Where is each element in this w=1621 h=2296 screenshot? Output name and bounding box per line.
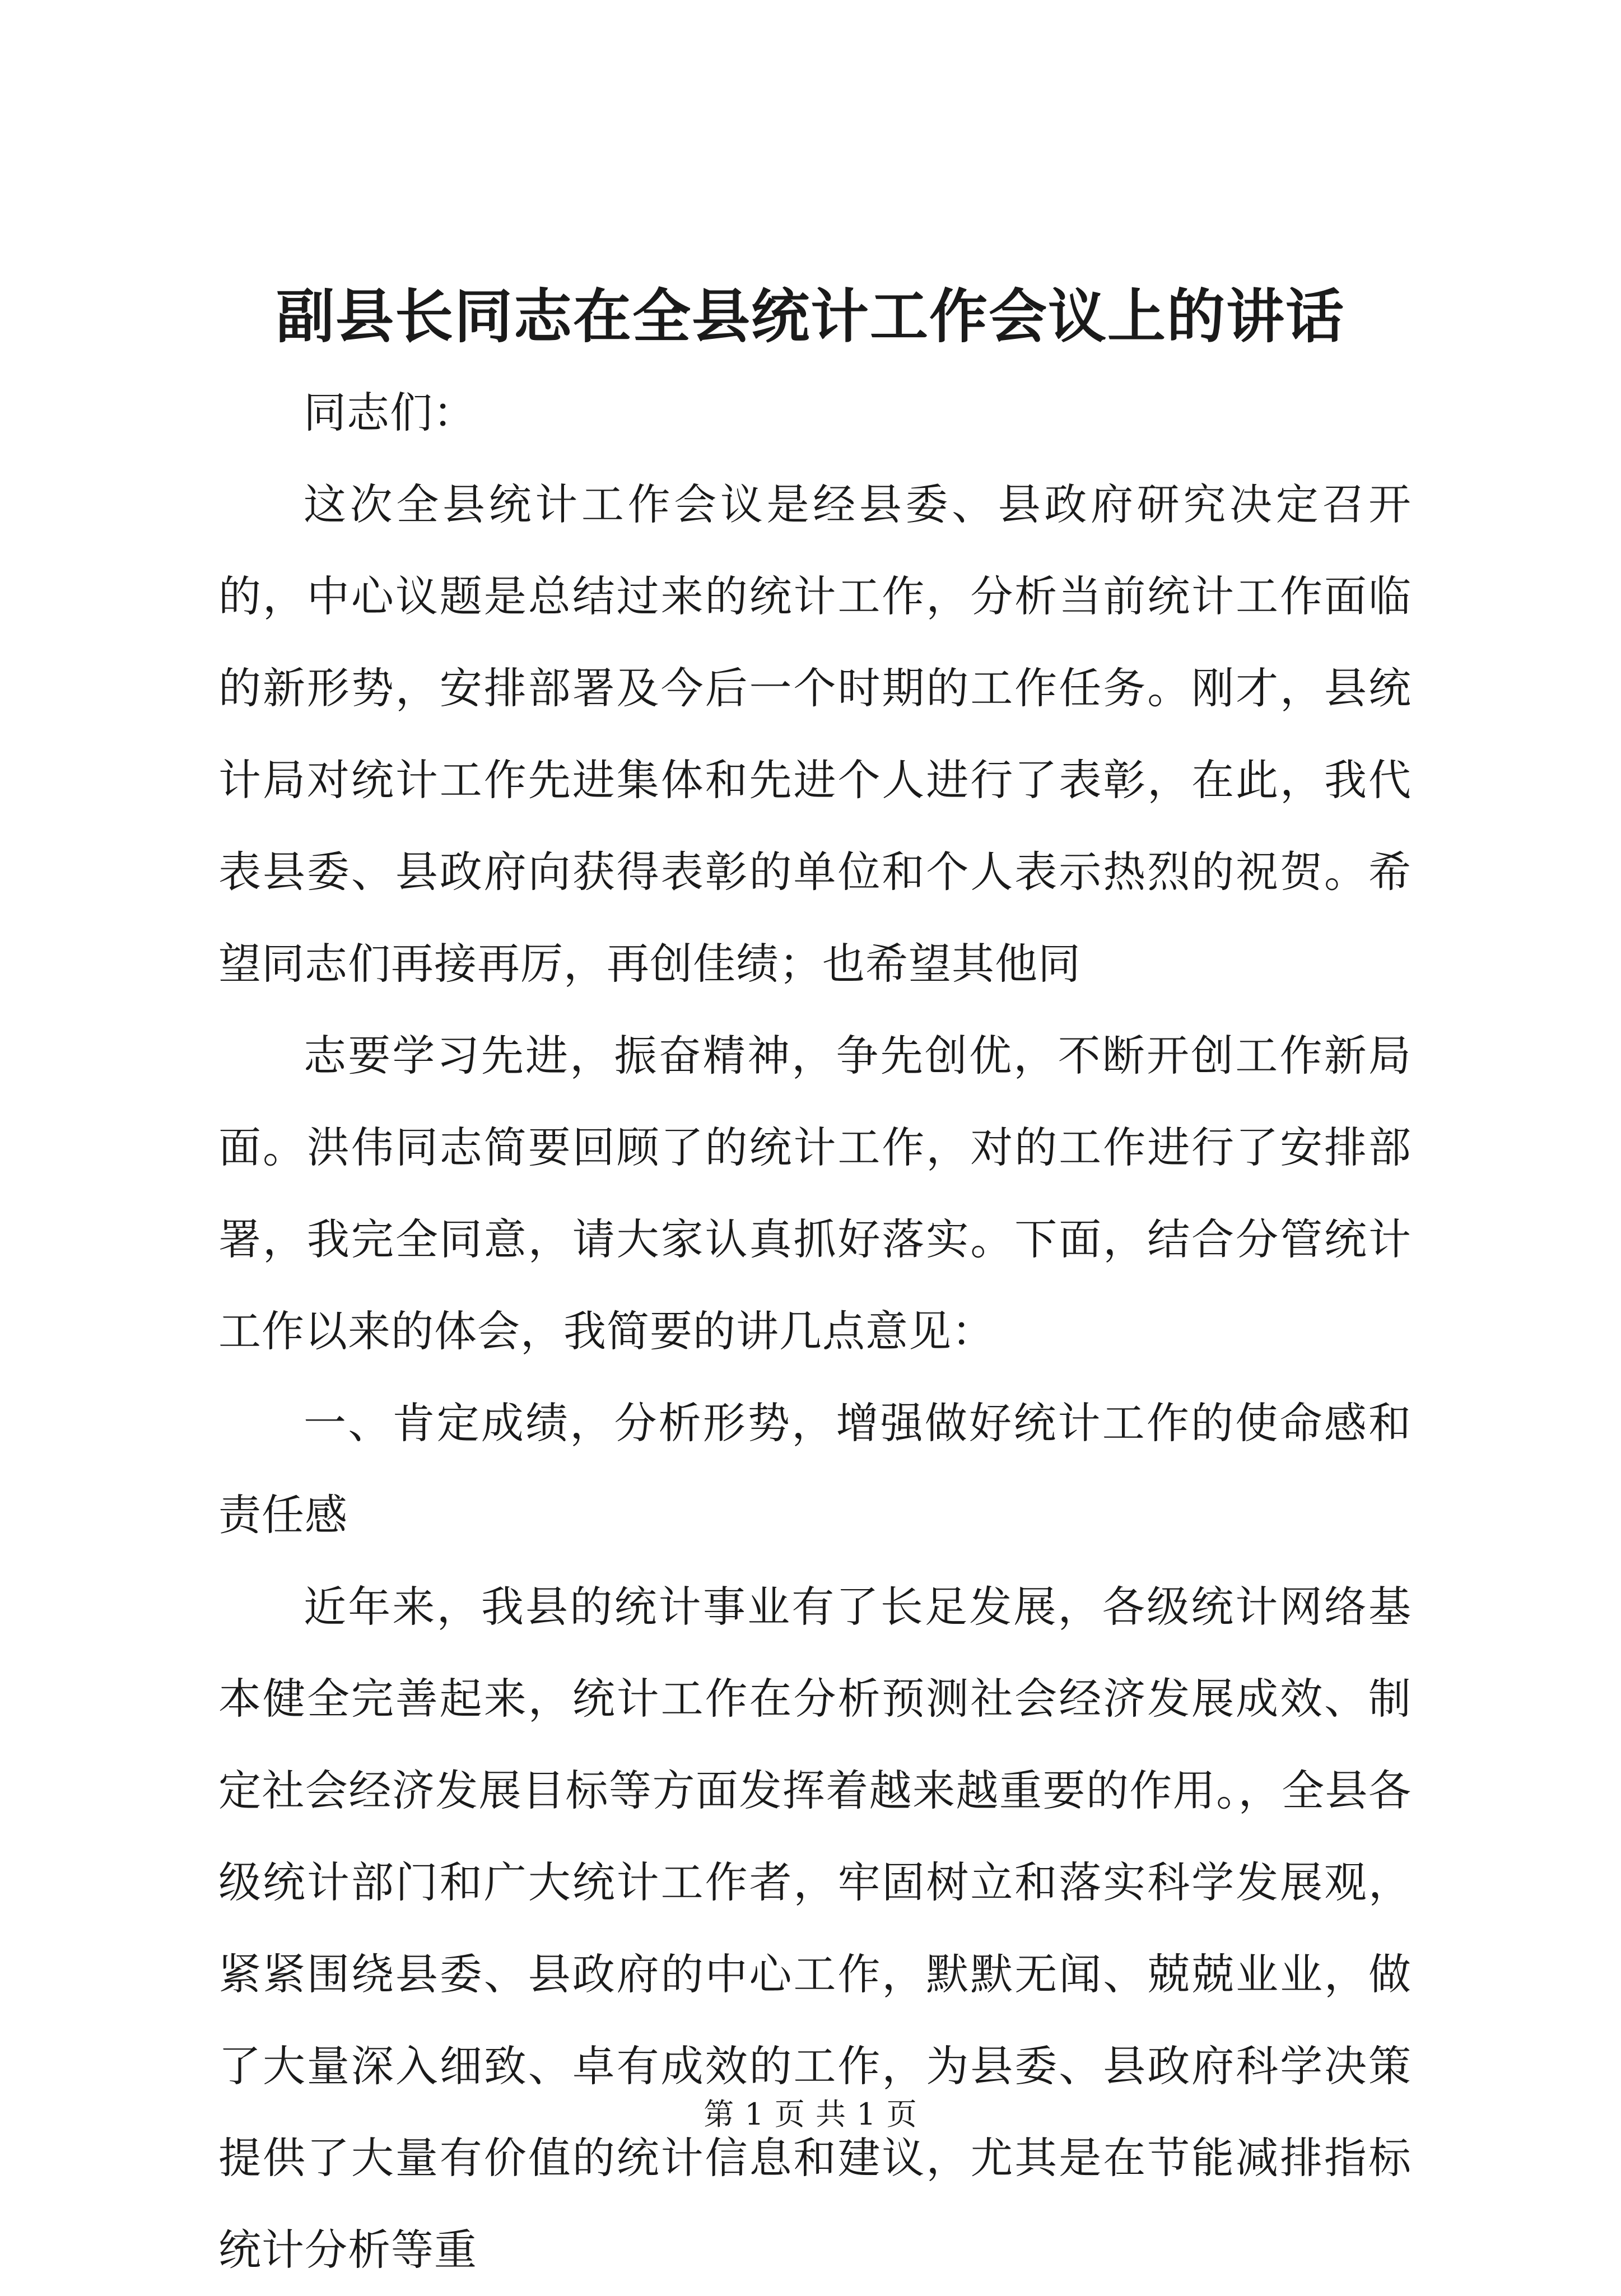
paragraph-salutation: 同志们： bbox=[304, 388, 476, 437]
page-number-footer: 第 1 页 共 1 页 bbox=[704, 2097, 917, 2132]
section-heading: 一、肯定成绩，分析形势，增强做好统计工作的使命感和责任感 bbox=[218, 1398, 1412, 1540]
document-body bbox=[218, 367, 1412, 2296]
paragraph: 这次全县统计工作会议是经县委、县政府研究决定召开的，中心议题是总结过来的统计工作，分析当前统计工作面临的新形势，安排部署及今后一个时期的工作任务。刚才，县统计局对统计工作先进集体和先进个人进行了表彰，在此，我代表县委、县政府向获得表彰的单位和个人表示热烈的祝贺。希望同志们再接再厉，再创佳绩；也希望其他同 bbox=[218, 479, 1412, 989]
document-title: 副县长同志在全县统计工作会议上的讲话 bbox=[276, 282, 1345, 351]
paragraph: 近年来，我县的统计事业有了长足发展，各级统计网络基本健全完善起来，统计工作在分析预测社会经济发展成效、制定社会经济发展目标等方面发挥着越来越重要的作用。，全县各级统计部门和广大统计工作者，牢固树立和落实科学发展观，紧紧围绕县委、县政府的中心工作，默默无闻、兢兢业业，做了大量深入细致、卓有成效的工作，为县委、县政府科学决策提供了大量有价值的统计信息和建议，尤其是在节能减排指标统计分析等重 bbox=[218, 1582, 1412, 2275]
paragraph: 志要学习先进，振奋精神，争先创优，不断开创工作新局面。洪伟同志简要回顾了的统计工作，对的工作进行了安排部署，我完全同意，请大家认真抓好落实。下面，结合分管统计工作以来的体会，我简要的讲几点意见： bbox=[218, 1031, 1412, 1356]
